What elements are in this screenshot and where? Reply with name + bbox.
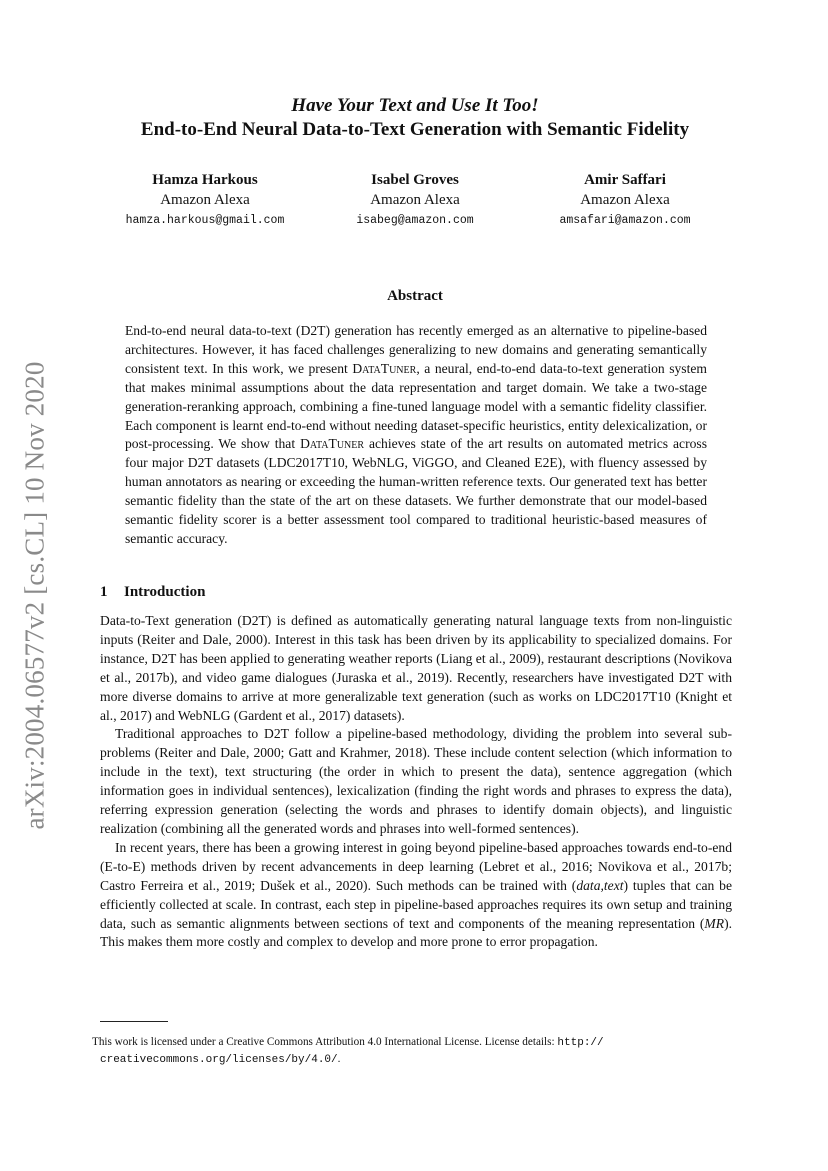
author-email: isabeg@amazon.com	[356, 214, 474, 227]
italic-term: MR	[704, 915, 725, 931]
author-block	[520, 170, 730, 232]
license-url-part-2[interactable]: creativecommons.org/licenses/by/4.0/	[100, 1054, 338, 1066]
author-email: amsafari@amazon.com	[559, 214, 691, 227]
paragraph-text: ). This makes them more costly and complex to develop and more prone to error propagation.	[100, 915, 732, 950]
author-affiliation: Amazon Alexa	[580, 192, 670, 208]
abstract-body	[125, 322, 707, 549]
arxiv-identifier	[12, 330, 58, 860]
section-title: Introduction	[124, 584, 206, 600]
title-line-2: End-to-End Neural Data-to-Text Generation with Semantic Fidelity	[140, 119, 690, 140]
abstract-text-2: , a neural, end-to-end data-to-text generation system that makes minimal assumptions about the data representation and target domain. We take a two-stage generation-reranking approach, combining a fine-tuned language model with a semantic fidelity classifier. Each component is learnt end-to-end without needing dataset-specific heuristics, entity delexicalization, or post-processing. We show that	[125, 360, 707, 452]
author-block	[310, 170, 520, 232]
footnote	[92, 1034, 732, 1068]
introduction-body	[100, 612, 732, 952]
paper-title	[60, 94, 770, 142]
title-line-1: Have Your Text and Use It Too!	[291, 95, 539, 116]
abstract-text-3: achieves state of the art results on automated metrics across four major D2T datasets (LDC2017T10, WebNLG, ViGGO, and Cleaned E2E), with fluency assessed by human annotators as nearing or exceeding the human-written reference texts. Our generated text has better semantic fidelity than the state of the art on these datasets. We further demonstrate that our model-based semantic fidelity scorer is a better assessment tool compared to traditional heuristic-based measures of semantic accuracy.	[125, 436, 707, 546]
section-number: 1	[100, 584, 108, 600]
author-list	[100, 170, 730, 232]
abstract-text-1: End-to-end neural data-to-text (D2T) generation has recently emerged as an alternative to pipeline-based architectures. However, it has faced challenges generalizing to new domains and generating semantically consistent text. In this work, we present	[125, 323, 707, 376]
author-affiliation: Amazon Alexa	[370, 192, 460, 208]
system-name: DataTuner	[352, 360, 417, 376]
italic-term: data,text	[576, 877, 624, 893]
arxiv-id-text: arXiv:2004.06577v2 [cs.CL] 10 Nov 2020	[19, 360, 50, 830]
system-name: DataTuner	[300, 436, 365, 452]
footnote-text: This work is licensed under a Creative Commons Attribution 4.0 International License. License details:	[92, 1036, 558, 1048]
author-name: Hamza Harkous	[152, 172, 258, 188]
author-name: Isabel Groves	[371, 172, 459, 188]
author-affiliation: Amazon Alexa	[160, 192, 250, 208]
paragraph	[100, 839, 732, 952]
paragraph: Traditional approaches to D2T follow a pipeline-based methodology, dividing the problem into several sub-problems (Reiter and Dale, 2000; Gatt and Krahmer, 2018). These include content selection (which information to include in the text), text structuring (the order in which to present the data), sentence aggregation (which information goes in individual sentences), lexicalization (finding the right words and phrases to express the data), referring expression generation (selecting the words and phrases to identify domain objects), and linguistic realization (combining all the generated words and phrases into well-formed sentences).	[100, 726, 732, 836]
author-email: hamza.harkous@gmail.com	[125, 214, 285, 227]
abstract-heading: Abstract	[387, 288, 443, 304]
paragraph-text: ) tuples that can be efficiently collected at scale. In contrast, each step in pipeline-based approaches requires its own setup and training data, such as semantic alignments between sections of text and components of the meaning representation (	[100, 877, 733, 931]
section-heading	[100, 584, 205, 601]
footnote-end: .	[337, 1053, 341, 1065]
author-block	[100, 170, 310, 232]
author-name: Amir Saffari	[584, 172, 666, 188]
footnote-rule	[100, 1021, 168, 1022]
license-url-part-1[interactable]: http://	[557, 1037, 604, 1049]
paragraph-text: In recent years, there has been a growing interest in going beyond pipeline-based approaches towards end-to-end (E-to-E) methods driven by recent advancements in deep learning (Lebret et al., 2016; Novikova et al., 2017b; Castro Ferreira et al., 2019; Dušek et al., 2020). Such methods can be trained with (	[100, 839, 732, 893]
paragraph: Data-to-Text generation (D2T) is defined as automatically generating natural language texts from non-linguistic inputs (Reiter and Dale, 2000). Interest in this task has been driven by its applicability to specialized domains. For instance, D2T has been applied to generating weather reports (Liang et al., 2009), restaurant descriptions (Novikova et al., 2017b), and video game dialogues (Juraska et al., 2019). Recently, researchers have investigated D2T with more diverse domains to arrive at more generalizable text generation (such as works on LDC2017T10 (Knight et al., 2017) and WebNLG (Gardent et al., 2017) datasets).	[100, 613, 732, 723]
